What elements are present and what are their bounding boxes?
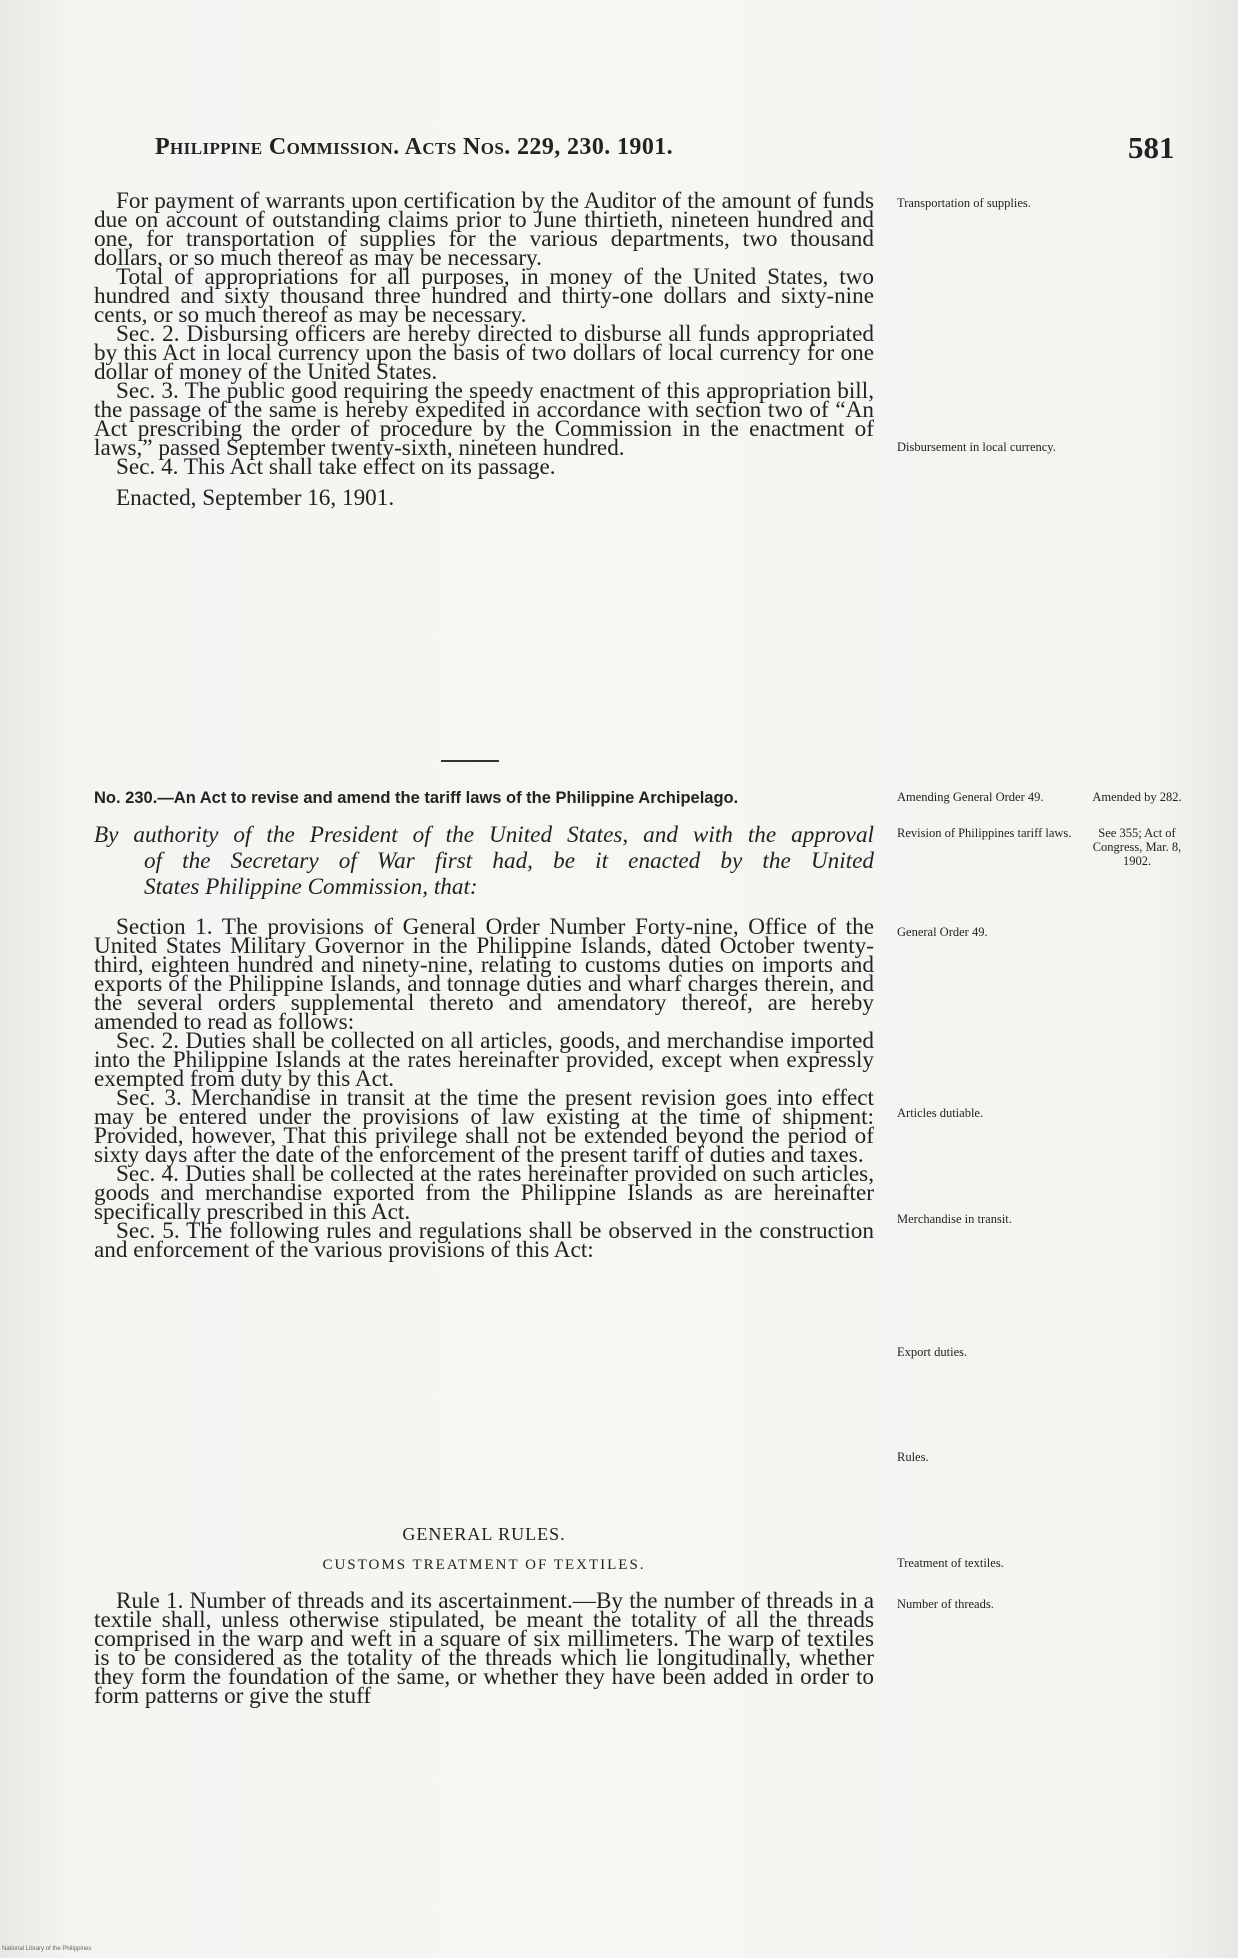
act-229-text xyxy=(94,188,874,511)
margin-note: General Order 49. xyxy=(897,925,988,939)
paragraph: Sec. 4. This Act shall take effect on its passage. xyxy=(116,454,556,480)
paragraph: Sec. 3. The public good requiring the speedy enactment of this appropriation bill, the passage of the same is hereby expedited in accordance with section two of “An Act prescribing the order of procedure by the Commission in the enactment of laws,” passed September twenty-sixth, nineteen hundred. xyxy=(94,378,874,461)
margin-note: Disbursement in local currency. xyxy=(897,440,1056,454)
margin-note: Amending General Order 49. xyxy=(897,790,1044,804)
section-divider xyxy=(441,760,499,762)
paragraph: Section 1. The provisions of General Order Number Forty-nine, Office of the United States Military Governor in the Philippine Islands, dated October twenty-third, eighteen hundred and ninety-nine, relating to customs duties on imports and exports of the Philippine Islands, and tonnage duties and wharf charges therein, and the several orders supplemental thereto and amendatory thereof, are hereby amended to read as follows: xyxy=(94,914,874,1035)
running-header: Philippine Commission. Acts Nos. 229, 230. 1901. xyxy=(155,134,674,160)
paragraph: Sec. 4. Duties shall be collected at the rates hereinafter provided on such articles, goods and merchandise exported from the Philippine Islands as are hereinafter specifically prescribed in this Act. xyxy=(94,1161,874,1225)
margin-note: Export duties. xyxy=(897,1345,968,1359)
enacting-clause-line: States Philippine Commission, that: xyxy=(144,874,478,900)
act-title: No. 230.—An Act to revise and amend the tariff laws of the Philippine Archipelago. xyxy=(94,789,739,807)
margin-note: Number of threads. xyxy=(897,1597,994,1611)
textiles-heading: CUSTOMS TREATMENT OF TEXTILES. xyxy=(322,1557,646,1573)
margin-note: Treatment of textiles. xyxy=(897,1556,1004,1570)
library-footer: National Library of the Philippines xyxy=(2,1946,92,1952)
margin-note: Amended by 282. xyxy=(1092,790,1182,804)
rule-1-text xyxy=(94,1588,874,1709)
margin-note: Articles dutiable. xyxy=(897,1106,984,1120)
paragraph: Sec. 5. The following rules and regulations shall be observed in the construction and enforcement of the various provisions of this Act: xyxy=(94,1218,874,1263)
margin-note: Rules. xyxy=(897,1450,929,1464)
margin-note: Revision of Philippines tariff laws. xyxy=(897,826,1072,840)
paragraph: Rule 1. Number of threads and its ascertainment.—By the number of threads in a textile shall, unless otherwise stipulated, be meant the totality of all the threads comprised in the warp and weft in a square of six millimeters. The warp of textiles is to be considered as the totality of the threads which lie longitudinally, whether they form the foundation of the same, or whether they have been added in order to form patterns or give the stuff xyxy=(94,1588,874,1709)
enacting-clause-line: of the Secretary of War first had, be it enacted by the United xyxy=(144,848,874,874)
general-rules-heading: GENERAL RULES. xyxy=(402,1524,566,1544)
enacting-clause-line: By authority of the President of the United States, and with the approval xyxy=(94,822,874,848)
page-number: 581 xyxy=(1128,130,1175,165)
margin-note: Transportation of supplies. xyxy=(897,196,1031,210)
paragraph: Total of appropriations for all purposes, in money of the United States, two hundred and sixty thousand three hundred and thirty-one dollars and sixty-nine cents, or so much thereof as may be necessary. xyxy=(94,264,874,328)
paragraph: Sec. 3. Merchandise in transit at the time the present revision goes into effect may be entered under the provisions of law existing at the time of shipment: Provided, however, That this privilege shall not be extended beyond the period of sixty days after the date of the enforcement of the present tariff of duties and taxes. xyxy=(94,1085,874,1168)
act-230-text xyxy=(94,914,874,1263)
paragraph: For payment of warrants upon certification by the Auditor of the amount of funds due on account of outstanding claims prior to June thirtieth, nineteen hundred and one, for transportation of supplies for the various departments, two thousand dollars, or so much thereof as may be necessary. xyxy=(94,188,874,271)
margin-note: See 355; Act of Congress, Mar. 8, 1902. xyxy=(1092,826,1182,868)
enacted-line: Enacted, September 16, 1901. xyxy=(116,485,395,511)
enacting-clause xyxy=(94,822,874,900)
paragraph: Sec. 2. Duties shall be collected on all articles, goods, and merchandise imported into the Philippine Islands at the rates hereinafter provided, except when expressly exempted from duty by this Act. xyxy=(94,1028,874,1092)
margin-note: Merchandise in transit. xyxy=(897,1212,1012,1226)
paragraph: Sec. 2. Disbursing officers are hereby directed to disburse all funds appropriated by this Act in local currency upon the basis of two dollars of local currency for one dollar of money of the United States. xyxy=(94,321,874,385)
